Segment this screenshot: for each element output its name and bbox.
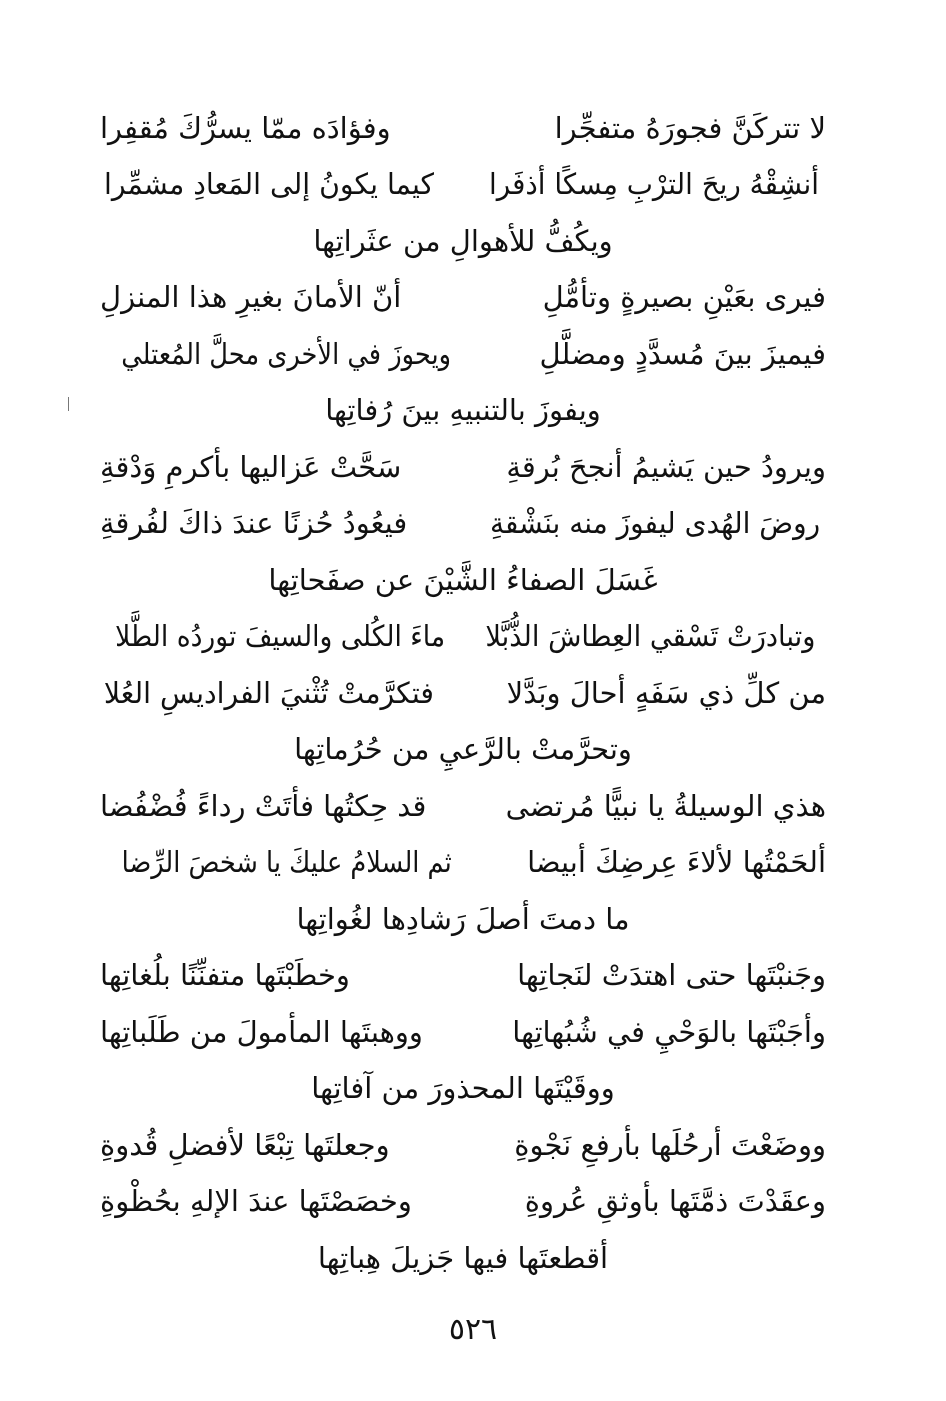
poem-line-couplet <box>100 835 826 892</box>
verse-second-hemistich: كيما يكونُ إلى المَعادِ مشمِّرا <box>104 167 435 202</box>
poem-line-couplet <box>100 100 826 157</box>
verse-first-hemistich: لا تتركَنَّ فجورَهُ متفجِّرا <box>554 110 826 145</box>
verse-first-hemistich: وأجَبْتَها بالوَحْيِ في شُبُهاتِها <box>512 1014 826 1049</box>
poem-line-centered <box>100 722 826 779</box>
verse-center: وتحرَّمتْ بالرَّعيِ من حُرُماتِها <box>294 732 632 767</box>
verse-second-hemistich: ويحوزَ في الأخرى محلَّ المُعتلي <box>121 336 452 371</box>
poem-body <box>100 100 826 1287</box>
verse-first-hemistich: وجَنبْتَها حتى اهتدَتْ لنَجاتِها <box>517 958 826 993</box>
verse-second-hemistich: قد حِكتُها فأتَتْ رداءً فُضْفُضا <box>100 788 427 823</box>
poem-line-couplet <box>100 609 826 666</box>
verse-second-hemistich: وجعلتَها تِبْعًا لأفضلِ قُدوةِ <box>100 1127 390 1162</box>
poem-line-couplet <box>100 326 826 383</box>
poem-line-centered <box>100 552 826 609</box>
verse-first-hemistich: من كلِّ ذي سَفَهٍ أحالَ وبَدَّلا <box>506 675 826 710</box>
poem-line-centered <box>100 891 826 948</box>
verse-second-hemistich: وخصَصْتَها عندَ الإلهِ بحُظْوةِ <box>100 1184 412 1219</box>
poem-line-couplet <box>100 1117 826 1174</box>
verse-first-hemistich: وتبادرَتْ تَسْقي العِطاشَ الذُّبَّلا <box>485 619 816 654</box>
verse-center: غَسَلَ الصفاءُ الشَّيْنَ عن صفَحاتِها <box>268 562 658 597</box>
poem-line-couplet <box>100 270 826 327</box>
verse-first-hemistich: ويرودُ حين يَشيمُ أنجحَ بُرقةِ <box>506 449 826 484</box>
verse-first-hemistich: وعقَدْتَ ذمَّتَها بأوثقِ عُروةِ <box>524 1184 826 1219</box>
verse-second-hemistich: ووهبتَها المأمولَ من طَلَباتِها <box>100 1014 423 1049</box>
poem-line-centered <box>100 383 826 440</box>
verse-center: أقطعتَها فيها جَزيلَ هِباتِها <box>317 1240 609 1275</box>
poem-line-couplet <box>100 948 826 1005</box>
page-number: ٥٢٦ <box>448 1312 498 1347</box>
verse-second-hemistich: وخطَبْتَها متفنِّنًا بلُغاتِها <box>100 958 350 993</box>
verse-second-hemistich: فيعُودُ حُزنًا عندَ ذاكَ لفُرقةِ <box>100 506 408 541</box>
verse-second-hemistich: وفؤادَه ممّا يسرُّكَ مُقفِرا <box>100 110 391 145</box>
verse-center: ويكُفُّ للأهوالِ من عثَراتِها <box>313 223 613 258</box>
verse-center: ويفوزَ بالتنبيهِ بينَ رُفاتِها <box>325 393 601 428</box>
verse-first-hemistich: فيميزَ بينَ مُسدَّدٍ ومضلَّلِ <box>539 336 826 371</box>
verse-first-hemistich: هذي الوسيلةُ يا نبيًّا مُرتضى <box>505 788 826 823</box>
verse-second-hemistich: ثم السلامُ عليكَ يا شخصَ الرِّضا <box>121 845 452 880</box>
verse-first-hemistich: فيرى بعَيْنِ بصيرةٍ وتأمُّلِ <box>542 280 826 315</box>
poem-line-couplet <box>100 439 826 496</box>
verse-second-hemistich: أنّ الأمانَ بغيرِ هذا المنزلِ <box>100 280 402 315</box>
verse-second-hemistich: ماءَ الكُلى والسيفَ توردُه الطَّلا <box>115 619 446 654</box>
verse-first-hemistich: ووضَعْتَ أرحُلَها بأرفعِ نَجْوةِ <box>514 1127 826 1162</box>
poem-line-centered <box>100 213 826 270</box>
poem-line-couplet <box>100 665 826 722</box>
verse-second-hemistich: سَحَّتْ عَزاليها بأكرمِ وَدْقةِ <box>100 449 402 484</box>
poem-line-couplet <box>100 1174 826 1231</box>
poem-line-couplet <box>100 157 826 214</box>
verse-center: ووقَيْتَها المحذورَ من آفاتِها <box>311 1071 615 1106</box>
poem-line-couplet <box>100 496 826 553</box>
margin-mark <box>68 397 69 411</box>
poem-line-centered <box>100 1061 826 1118</box>
verse-first-hemistich: ألحَمْتُها لألاءَ عِرضِكَ أبيضا <box>527 845 826 880</box>
verse-first-hemistich: روضَ الهُدى ليفوزَ منه بنَشْقةِ <box>489 506 821 541</box>
poem-line-couplet <box>100 778 826 835</box>
verse-second-hemistich: فتكرَّمتْ تُثْنيَ الفراديسِ العُلا <box>103 675 434 710</box>
verse-center: ما دمتَ أصلَ رَشادِها لغُواتِها <box>296 901 630 936</box>
poem-line-centered <box>100 1230 826 1287</box>
poem-line-couplet <box>100 1004 826 1061</box>
verse-first-hemistich: أنشِقْهُ ريحَ الترْبِ مِسكًا أذفَرا <box>489 167 819 202</box>
